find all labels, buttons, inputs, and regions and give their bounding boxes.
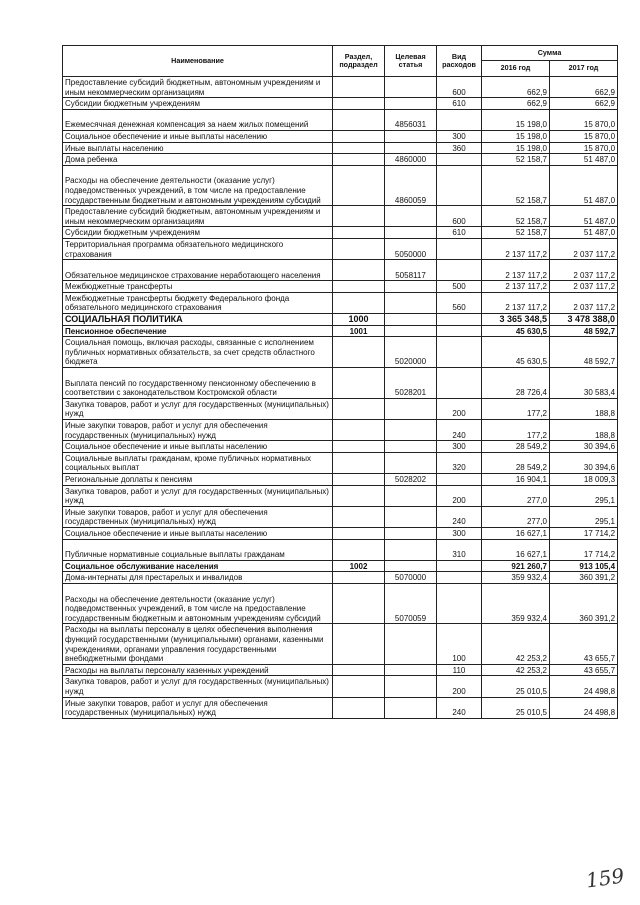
row-name: Ежемесячная денежная компенсация за наем жилых помещений (63, 109, 333, 130)
row-type (437, 337, 482, 368)
row-value-2016: 177,2 (482, 420, 550, 441)
row-value-2017: 360 391,2 (550, 583, 618, 623)
row-type: 240 (437, 697, 482, 718)
row-value-2016: 52 158,7 (482, 227, 550, 239)
table-row (63, 154, 618, 166)
row-name: Дома ребенка (63, 154, 333, 166)
table-row (63, 130, 618, 142)
row-name: Территориальная программа обязательного медицинского страхования (63, 238, 333, 259)
row-type: 610 (437, 98, 482, 110)
row-name: Расходы на обеспечение деятельности (оказание услуг) подведомственных учреждений, в том числе на предоставление государственным бюджетным и автономным учреждениям субсидий (63, 583, 333, 623)
table-row (63, 474, 618, 486)
table-row (63, 398, 618, 419)
row-value-2016: 3 365 348,5 (482, 314, 550, 326)
row-target (385, 292, 437, 313)
row-value-2017: 2 037 117,2 (550, 238, 618, 259)
table-row (63, 676, 618, 697)
row-name: Субсидии бюджетным учреждениям (63, 227, 333, 239)
row-section (333, 98, 385, 110)
row-target (385, 697, 437, 718)
row-name: Предоставление субсидий бюджетным, автономным учреждениям и иным некоммерческим организациям (63, 206, 333, 227)
row-name: Иные закупки товаров, работ и услуг для обеспечения государственных (муниципальных) нужд (63, 697, 333, 718)
row-type: 200 (437, 676, 482, 697)
row-type: 600 (437, 77, 482, 98)
table-row (63, 260, 618, 281)
row-target: 5050000 (385, 238, 437, 259)
row-value-2017: 30 583,4 (550, 368, 618, 399)
row-target (385, 624, 437, 664)
row-value-2017: 15 870,0 (550, 142, 618, 154)
row-value-2017: 51 487,0 (550, 206, 618, 227)
row-name: Выплата пенсий по государственному пенсионному обеспечению в соответствии с законодательством Костромской области (63, 368, 333, 399)
row-type (437, 325, 482, 337)
table-row (63, 77, 618, 98)
row-target (385, 420, 437, 441)
row-target: 4856031 (385, 109, 437, 130)
row-value-2016: 52 158,7 (482, 165, 550, 205)
row-type: 600 (437, 206, 482, 227)
table-row (63, 624, 618, 664)
row-name: Иные выплаты населению (63, 142, 333, 154)
row-name: Обязательное медицинское страхование неработающего населения (63, 260, 333, 281)
row-section (333, 527, 385, 539)
row-value-2017: 360 391,2 (550, 572, 618, 584)
row-section (333, 452, 385, 473)
row-value-2017: 295,1 (550, 506, 618, 527)
row-name: Публичные нормативные социальные выплаты гражданам (63, 539, 333, 560)
row-type (437, 109, 482, 130)
row-target (385, 539, 437, 560)
row-type: 500 (437, 281, 482, 293)
row-target (385, 325, 437, 337)
row-value-2016: 2 137 117,2 (482, 260, 550, 281)
row-section (333, 572, 385, 584)
row-section (333, 624, 385, 664)
row-target: 5070000 (385, 572, 437, 584)
row-section (333, 130, 385, 142)
row-value-2016: 25 010,5 (482, 676, 550, 697)
row-type: 200 (437, 485, 482, 506)
row-name: Закупка товаров, работ и услуг для государственных (муниципальных) нужд (63, 485, 333, 506)
row-name: Предоставление субсидий бюджетным, автономным учреждениям и иным некоммерческим организациям (63, 77, 333, 98)
row-name: Социальные выплаты гражданам, кроме публичных нормативных социальных выплат (63, 452, 333, 473)
row-target (385, 441, 437, 453)
row-target: 5028201 (385, 368, 437, 399)
table-row (63, 572, 618, 584)
row-section: 1000 (333, 314, 385, 326)
table-row (63, 420, 618, 441)
row-value-2017: 43 655,7 (550, 624, 618, 664)
row-value-2017: 30 394,6 (550, 452, 618, 473)
row-section (333, 583, 385, 623)
row-name: Закупка товаров, работ и услуг для государственных (муниципальных) нужд (63, 398, 333, 419)
row-value-2016: 42 253,2 (482, 624, 550, 664)
row-value-2017: 15 870,0 (550, 130, 618, 142)
row-value-2016: 277,0 (482, 485, 550, 506)
header-section: Раздел, подраздел (333, 46, 385, 77)
row-value-2017: 51 487,0 (550, 227, 618, 239)
row-value-2017: 2 037 117,2 (550, 281, 618, 293)
row-target (385, 452, 437, 473)
row-value-2016: 921 260,7 (482, 560, 550, 572)
row-target (385, 130, 437, 142)
row-target (385, 77, 437, 98)
row-section: 1001 (333, 325, 385, 337)
row-value-2017: 2 037 117,2 (550, 292, 618, 313)
row-target (385, 314, 437, 326)
row-value-2017: 188,8 (550, 420, 618, 441)
row-name: Региональные доплаты к пенсиям (63, 474, 333, 486)
row-section (333, 441, 385, 453)
row-value-2017: 48 592,7 (550, 325, 618, 337)
table-row (63, 506, 618, 527)
row-value-2017: 24 498,8 (550, 697, 618, 718)
row-type: 300 (437, 441, 482, 453)
row-target: 5028202 (385, 474, 437, 486)
row-value-2017: 15 870,0 (550, 109, 618, 130)
row-type: 320 (437, 452, 482, 473)
row-section (333, 238, 385, 259)
row-target: 5020000 (385, 337, 437, 368)
row-target (385, 560, 437, 572)
row-value-2016: 2 137 117,2 (482, 292, 550, 313)
row-target: 4860059 (385, 165, 437, 205)
row-section (333, 539, 385, 560)
row-value-2017: 662,9 (550, 77, 618, 98)
table-row (63, 583, 618, 623)
row-name: Социальное обслуживание населения (63, 560, 333, 572)
row-value-2016: 42 253,2 (482, 664, 550, 676)
row-type: 240 (437, 420, 482, 441)
row-section (333, 206, 385, 227)
row-target: 5058117 (385, 260, 437, 281)
row-type (437, 572, 482, 584)
row-type (437, 238, 482, 259)
row-name: Пенсионное обеспечение (63, 325, 333, 337)
row-value-2016: 177,2 (482, 398, 550, 419)
row-type (437, 165, 482, 205)
table-row (63, 98, 618, 110)
row-type (437, 583, 482, 623)
row-name: Дома-интернаты для престарелых и инвалидов (63, 572, 333, 584)
table-row (63, 292, 618, 313)
header-target: Целевая статья (385, 46, 437, 77)
row-value-2017: 2 037 117,2 (550, 260, 618, 281)
row-value-2016: 359 932,4 (482, 572, 550, 584)
row-name: Социальная помощь, включая расходы, связанные с исполнением публичных нормативных обязательств, за счет средств областного бюджета (63, 337, 333, 368)
table-row (63, 539, 618, 560)
row-type: 300 (437, 130, 482, 142)
row-type (437, 260, 482, 281)
row-type: 100 (437, 624, 482, 664)
row-value-2016: 2 137 117,2 (482, 238, 550, 259)
row-type: 240 (437, 506, 482, 527)
row-value-2017: 51 487,0 (550, 165, 618, 205)
table-row (63, 441, 618, 453)
row-section (333, 281, 385, 293)
row-value-2016: 2 137 117,2 (482, 281, 550, 293)
row-section (333, 485, 385, 506)
header-type: Вид расходов (437, 46, 482, 77)
row-value-2017: 30 394,6 (550, 441, 618, 453)
row-type (437, 314, 482, 326)
table-row (63, 337, 618, 368)
row-value-2016: 277,0 (482, 506, 550, 527)
page-number: 159 (584, 863, 626, 893)
row-name: Иные закупки товаров, работ и услуг для обеспечения государственных (муниципальных) нужд (63, 420, 333, 441)
row-section (333, 77, 385, 98)
row-name: Иные закупки товаров, работ и услуг для обеспечения государственных (муниципальных) нужд (63, 506, 333, 527)
table-row (63, 697, 618, 718)
row-type (437, 560, 482, 572)
budget-table (62, 45, 618, 719)
header-sum: Сумма (482, 46, 618, 61)
row-value-2016: 15 198,0 (482, 130, 550, 142)
table-row (63, 165, 618, 205)
row-value-2016: 662,9 (482, 77, 550, 98)
row-type: 610 (437, 227, 482, 239)
row-target (385, 206, 437, 227)
row-type (437, 368, 482, 399)
row-section (333, 420, 385, 441)
row-section (333, 398, 385, 419)
row-value-2016: 16 904,1 (482, 474, 550, 486)
row-section (333, 154, 385, 166)
table-row (63, 206, 618, 227)
row-name: Социальное обеспечение и иные выплаты населению (63, 527, 333, 539)
row-type (437, 474, 482, 486)
row-value-2016: 16 627,1 (482, 539, 550, 560)
row-target: 5070059 (385, 583, 437, 623)
row-section (333, 109, 385, 130)
table-row (63, 109, 618, 130)
row-section (333, 142, 385, 154)
row-name: Межбюджетные трансферты бюджету Федерального фонда обязательного медицинского страхования (63, 292, 333, 313)
table-row (63, 314, 618, 326)
row-section (333, 676, 385, 697)
table-row (63, 281, 618, 293)
row-name: Расходы на выплаты персоналу казенных учреждений (63, 664, 333, 676)
row-name: СОЦИАЛЬНАЯ ПОЛИТИКА (63, 314, 333, 326)
row-type: 360 (437, 142, 482, 154)
header-name: Наименование (63, 46, 333, 77)
table-row (63, 142, 618, 154)
table-row (63, 485, 618, 506)
header-year-2016: 2016 год (482, 61, 550, 77)
row-section (333, 227, 385, 239)
row-value-2017: 662,9 (550, 98, 618, 110)
row-name: Субсидии бюджетным учреждениям (63, 98, 333, 110)
row-name: Межбюджетные трансферты (63, 281, 333, 293)
row-value-2016: 25 010,5 (482, 697, 550, 718)
row-section: 1002 (333, 560, 385, 572)
table-row (63, 238, 618, 259)
row-value-2016: 52 158,7 (482, 206, 550, 227)
row-value-2017: 17 714,2 (550, 527, 618, 539)
row-value-2016: 45 630,5 (482, 325, 550, 337)
row-value-2016: 45 630,5 (482, 337, 550, 368)
row-value-2017: 913 105,4 (550, 560, 618, 572)
row-value-2016: 28 549,2 (482, 441, 550, 453)
row-target (385, 676, 437, 697)
row-type: 110 (437, 664, 482, 676)
table-row (63, 452, 618, 473)
row-value-2017: 188,8 (550, 398, 618, 419)
row-value-2017: 48 592,7 (550, 337, 618, 368)
row-value-2016: 662,9 (482, 98, 550, 110)
table-row (63, 560, 618, 572)
row-target (385, 227, 437, 239)
table-row (63, 527, 618, 539)
row-type: 200 (437, 398, 482, 419)
row-value-2017: 295,1 (550, 485, 618, 506)
row-type (437, 154, 482, 166)
row-value-2016: 28 726,4 (482, 368, 550, 399)
row-section (333, 664, 385, 676)
table-row (63, 664, 618, 676)
row-target (385, 98, 437, 110)
row-value-2016: 359 932,4 (482, 583, 550, 623)
row-section (333, 260, 385, 281)
row-value-2016: 16 627,1 (482, 527, 550, 539)
row-target (385, 485, 437, 506)
row-name: Социальное обеспечение и иные выплаты населению (63, 441, 333, 453)
row-value-2016: 28 549,2 (482, 452, 550, 473)
row-value-2016: 15 198,0 (482, 109, 550, 130)
row-section (333, 474, 385, 486)
table-body (63, 77, 618, 719)
table-row (63, 227, 618, 239)
row-value-2017: 3 478 388,0 (550, 314, 618, 326)
row-section (333, 368, 385, 399)
row-value-2017: 51 487,0 (550, 154, 618, 166)
row-section (333, 506, 385, 527)
row-target (385, 664, 437, 676)
row-value-2017: 18 009,3 (550, 474, 618, 486)
row-value-2017: 24 498,8 (550, 676, 618, 697)
row-target (385, 527, 437, 539)
row-section (333, 337, 385, 368)
row-target (385, 281, 437, 293)
row-name: Социальное обеспечение и иные выплаты населению (63, 130, 333, 142)
row-name: Закупка товаров, работ и услуг для государственных (муниципальных) нужд (63, 676, 333, 697)
table-row (63, 368, 618, 399)
row-name: Расходы на обеспечение деятельности (оказание услуг) подведомственных учреждений, в том числе на предоставление государственным бюджетным и автономным учреждениям субсидий (63, 165, 333, 205)
row-section (333, 697, 385, 718)
row-target (385, 142, 437, 154)
row-target (385, 398, 437, 419)
row-value-2016: 52 158,7 (482, 154, 550, 166)
row-value-2016: 15 198,0 (482, 142, 550, 154)
row-target: 4860000 (385, 154, 437, 166)
row-section (333, 292, 385, 313)
row-value-2017: 43 655,7 (550, 664, 618, 676)
header-year-2017: 2017 год (550, 61, 618, 77)
row-type: 560 (437, 292, 482, 313)
row-type: 300 (437, 527, 482, 539)
row-section (333, 165, 385, 205)
row-target (385, 506, 437, 527)
row-type: 310 (437, 539, 482, 560)
row-value-2017: 17 714,2 (550, 539, 618, 560)
table-row (63, 325, 618, 337)
row-name: Расходы на выплаты персоналу в целях обеспечения выполнения функций государственными (муниципальными) органами, казенными учреждениями, органами управления государственными внебюджетными фондами (63, 624, 333, 664)
